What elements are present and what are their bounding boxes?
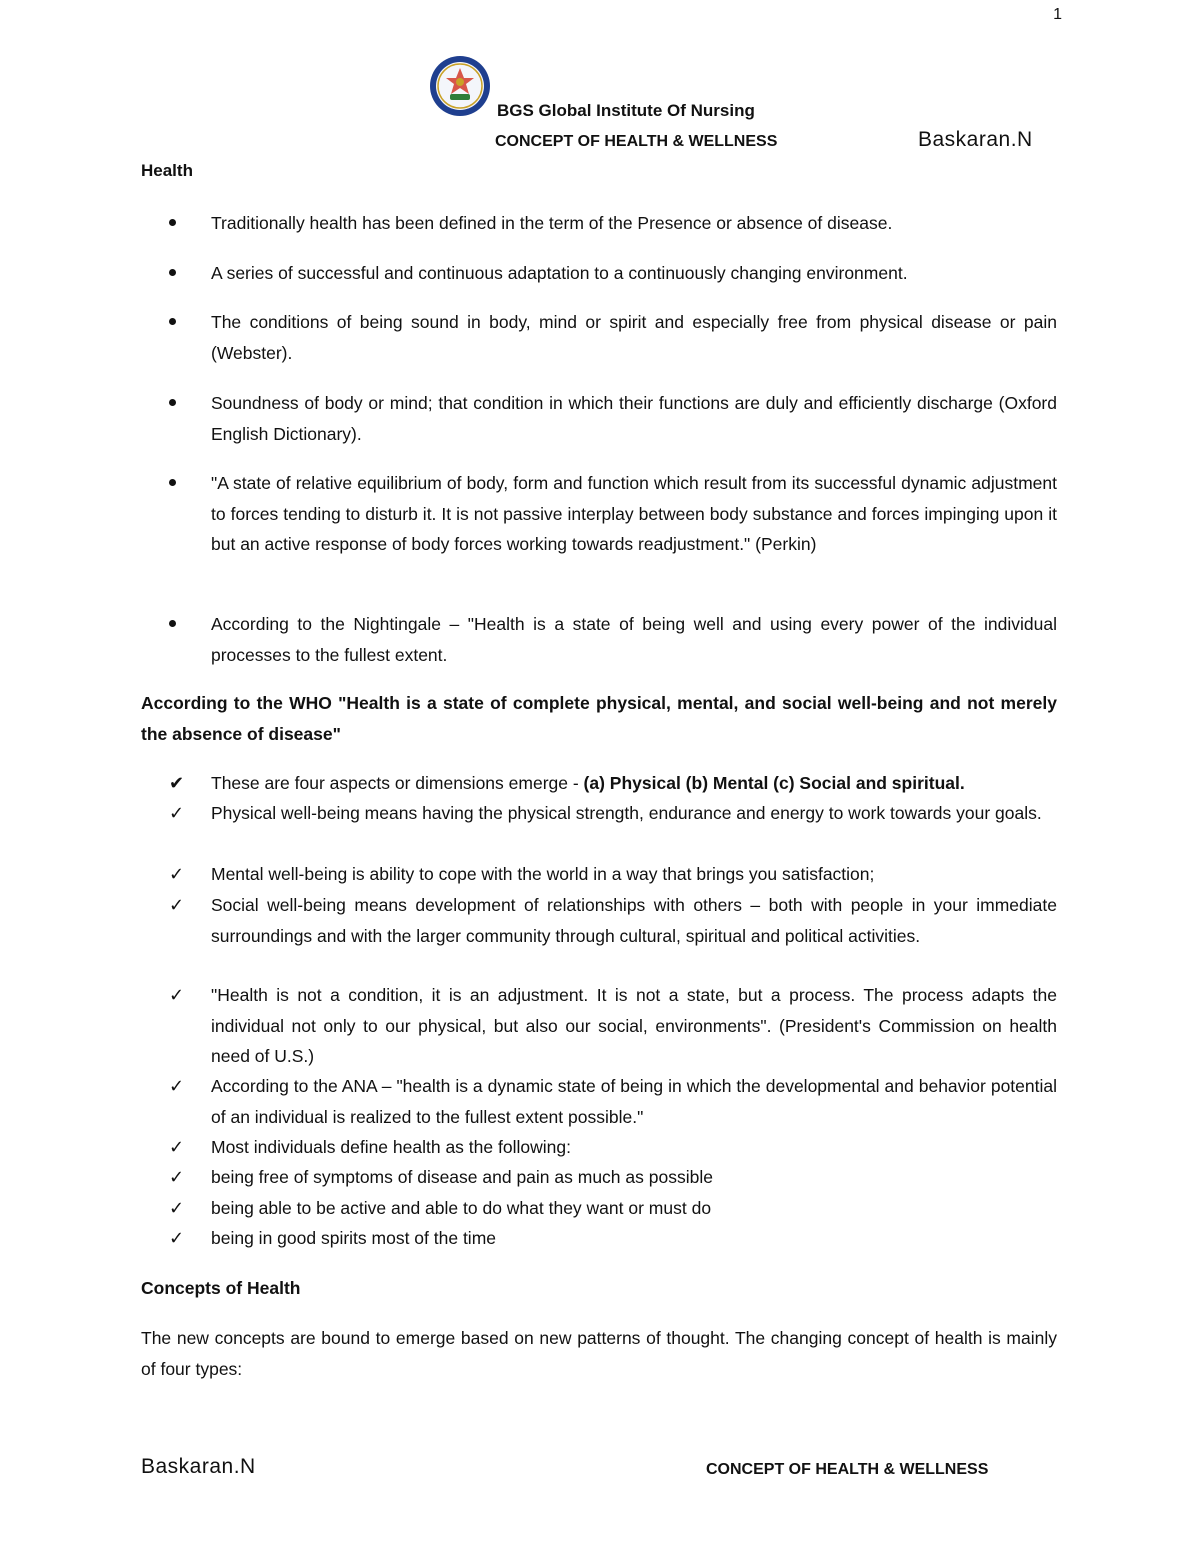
- checkmark-icon: ✓: [169, 1076, 185, 1096]
- concepts-paragraph: The new concepts are bound to emerge based on new patterns of thought. The changing concept of health is mainly of four types:: [141, 1328, 1057, 1379]
- bullet-dot-icon: [169, 269, 176, 276]
- list-item: ✓ Most individuals define health as the following:: [141, 1132, 1057, 1163]
- checkmark-icon: ✓: [169, 895, 185, 915]
- list-item: ✓ being in good spirits most of the time: [141, 1223, 1057, 1254]
- list-item: Soundness of body or mind; that condition in which their functions are duly and efficiently discharge (Oxford English Dictionary).: [141, 388, 1057, 449]
- checkmark-icon: ✓: [169, 803, 185, 823]
- bullet-dot-icon: [169, 620, 176, 627]
- list-item: ✔ These are four aspects or dimensions emerge - (a) Physical (b) Mental (c) Social and spiritual.: [141, 768, 1057, 799]
- checkmark-icon: ✓: [169, 1228, 185, 1248]
- list-item: ✓ "Health is not a condition, it is an adjustment. It is not a state, but a process. The process adapts the individual not only to our physical, but also our social, environments". (President's Commission on health need of U.S.): [141, 980, 1057, 1072]
- bullet-dot-icon: [169, 399, 176, 406]
- list-item: ✓ Mental well-being is ability to cope with the world in a way that brings you satisfaction;: [141, 859, 1057, 890]
- who-definition: According to the WHO "Health is a state of complete physical, mental, and social well-being and not merely the absence of disease": [141, 693, 1057, 744]
- page-number: 1: [1053, 6, 1062, 23]
- footer-author: Baskaran.N: [141, 1455, 256, 1478]
- list-item: According to the Nightingale – "Health is a state of being well and using every power of the individual processes to the fullest extent.: [141, 609, 1057, 670]
- list-item: ✓ Physical well-being means having the physical strength, endurance and energy to work towards your goals.: [141, 798, 1057, 829]
- list-item: The conditions of being sound in body, mind or spirit and especially free from physical disease or pain (Webster).: [141, 307, 1057, 368]
- institute-logo-icon: [426, 54, 494, 118]
- checkmark-icon: ✓: [169, 864, 185, 884]
- list-item: ✓ Social well-being means development of relationships with others – both with people in your immediate surroundings and with the larger community through cultural, spiritual and political activities.: [141, 890, 1057, 951]
- checkmark-icon: ✓: [169, 1137, 185, 1157]
- bullet-dot-icon: [169, 479, 176, 486]
- list-item: ✓ According to the ANA – "health is a dynamic state of being in which the developmental and behavior potential of an individual is realized to the fullest extent possible.": [141, 1071, 1057, 1132]
- footer-title: CONCEPT OF HEALTH & WELLNESS: [706, 1461, 989, 1478]
- bullet-dot-icon: [169, 318, 176, 325]
- author-name: Baskaran.N: [918, 128, 1033, 151]
- list-item: ✓ being free of symptoms of disease and pain as much as possible: [141, 1162, 1057, 1193]
- checkmark-icon: ✓: [169, 985, 185, 1005]
- institute-name: BGS Global Institute Of Nursing: [497, 101, 755, 120]
- checkmark-icon: ✔: [169, 773, 185, 793]
- list-item: A series of successful and continuous adaptation to a continuously changing environment.: [141, 258, 1057, 289]
- document-title: CONCEPT OF HEALTH & WELLNESS: [495, 133, 778, 150]
- list-item: "A state of relative equilibrium of body, form and function which result from its successful dynamic adjustment to forces tending to disturb it. It is not passive interplay between body substance and forces impinging upon it but an active response of body forces working towards readjustment." (Perkin): [141, 468, 1057, 560]
- bullet-dot-icon: [169, 219, 176, 226]
- section-heading-health: Health: [141, 161, 193, 180]
- list-item: Traditionally health has been defined in the term of the Presence or absence of disease.: [141, 208, 1057, 239]
- checkmark-icon: ✓: [169, 1167, 185, 1187]
- checkmark-icon: ✓: [169, 1198, 185, 1218]
- list-item: ✓ being able to be active and able to do what they want or must do: [141, 1193, 1057, 1224]
- section-heading-concepts: Concepts of Health: [141, 1278, 301, 1298]
